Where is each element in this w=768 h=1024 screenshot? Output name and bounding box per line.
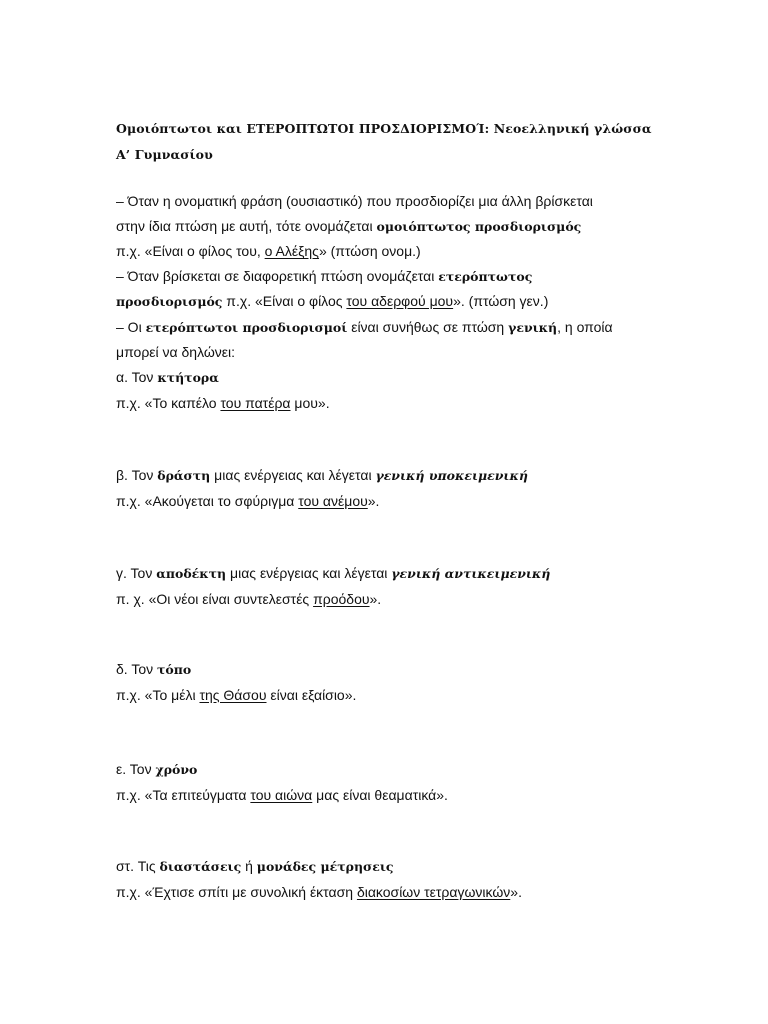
item-label: α. Τον κτήτορα [116, 369, 219, 385]
intro-line-4: – Όταν βρίσκεται σε διαφορετική πτώση ονομάζεται ετερόπτωτος [116, 267, 533, 284]
intro-line-1: – Όταν η ονοματική φράση (ουσιαστικό) που προσδιορίζει μια άλλη βρίσκεται [116, 193, 593, 209]
item-label: ε. Τον χρόνο [116, 761, 198, 777]
item-example: π.χ. «Έχτισε σπίτι με συνολική έκταση διακοσίων τετραγωνικών». [116, 883, 522, 900]
example-heteroptotos: προσδιορισμός π.χ. «Είναι ο φίλος του αδερφού μου». (πτώση γεν.) [116, 293, 549, 309]
item-label: δ. Τον τόπο [116, 661, 192, 677]
list-item [116, 657, 756, 707]
list-item [116, 365, 756, 415]
item-label: γ. Τον αποδέκτη μιας ενέργειας και λέγεται γενική αντικειμενική [116, 565, 551, 581]
list-item [116, 757, 756, 807]
intro-line-6: – Οι ετερόπτωτοι προσδιορισμοί είναι συνήθως σε πτώση γενική, η οποία [116, 318, 613, 335]
item-example: π.χ. «Το μέλι της Θάσου είναι εξαίσιο». [116, 686, 357, 703]
item-example: π.χ. «Το καπέλο του πατέρα μου». [116, 394, 330, 411]
item-example: π. χ. «Οι νέοι είναι συντελεστές προόδου». [116, 590, 382, 607]
term-homoptotos: ομοιόπτωτος προσδιορισμός [376, 218, 582, 234]
example-homoptotos: π.χ. «Είναι ο φίλος του, ο Αλέξης» (πτώση ονομ.) [116, 243, 421, 259]
item-example: π.χ. «Ακούγεται το σφύριγμα του ανέμου». [116, 492, 380, 509]
title-line-2: Α’ Γυμνασίου [116, 147, 213, 162]
item-example: π.χ. «Τα επιτεύγματα του αιώνα μας είναι θεαματικά». [116, 786, 448, 803]
title-line-1: Ομοιόπτωτοι και ΕΤΕΡΟΠΤΩΤΟΙ ΠΡΟΣΔΙΟΡΙΣΜΟΊ: Νεοελληνική γλώσσα [116, 121, 652, 136]
intro-line-2: στην ίδια πτώση με αυτή, τότε ονομάζεται ομοιόπτωτος προσδιορισμός [116, 217, 582, 234]
list-item [116, 854, 756, 904]
item-label: στ. Τις διαστάσεις ή μονάδες μέτρησεις [116, 858, 394, 874]
intro-line-7: μπορεί να δηλώνει: [116, 344, 236, 360]
item-label: β. Τον δράστη μιας ενέργειας και λέγεται γενική υποκειμενική [116, 467, 528, 483]
document-title [116, 116, 716, 168]
list-item [116, 561, 756, 611]
list-item [116, 463, 756, 513]
intro-section [116, 189, 756, 365]
